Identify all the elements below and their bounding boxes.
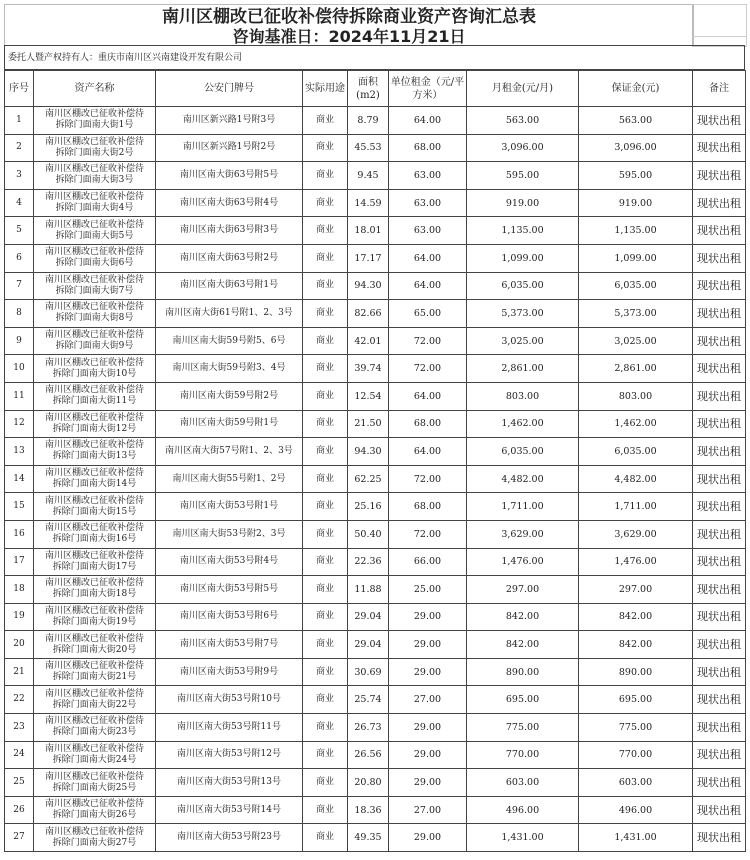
table-row: [5, 327, 746, 355]
cell-usage: 商业: [303, 658, 348, 686]
cell-unit-rent: 29.00: [389, 741, 467, 769]
cell-remark: 现状出租: [693, 714, 746, 742]
table-row: [5, 714, 746, 742]
table-row: [5, 520, 746, 548]
table-row: [5, 769, 746, 797]
cell-index: 19: [5, 603, 34, 631]
cell-deposit: 4,482.00: [579, 465, 693, 493]
cell-asset-name: 南川区棚改已征收补偿待拆除门面南大街8号: [34, 300, 156, 328]
cell-usage: 商业: [303, 410, 348, 438]
cell-asset-name: 南川区棚改已征收补偿待拆除门面南大街9号: [34, 327, 156, 355]
cell-address: 南川区南大街53号附12号: [156, 741, 303, 769]
cell-remark: 现状出租: [693, 520, 746, 548]
cell-deposit: 1,476.00: [579, 548, 693, 576]
cell-asset-name: 南川区棚改已征收补偿待拆除门面南大街16号: [34, 520, 156, 548]
cell-index: 2: [5, 134, 34, 162]
cell-usage: 商业: [303, 272, 348, 300]
cell-monthly-rent: 1,099.00: [467, 244, 579, 272]
cell-remark: 现状出租: [693, 300, 746, 328]
cell-asset-name: 南川区棚改已征收补偿待拆除门面南大街13号: [34, 438, 156, 466]
cell-usage: 商业: [303, 824, 348, 852]
cell-unit-rent: 64.00: [389, 244, 467, 272]
table-row: [5, 658, 746, 686]
cell-unit-rent: 27.00: [389, 686, 467, 714]
cell-address: 南川区南大街53号附10号: [156, 686, 303, 714]
cell-area: 82.66: [348, 300, 389, 328]
cell-usage: 商业: [303, 189, 348, 217]
document-title: 南川区棚改已征收补偿待拆除商业资产咨询汇总表: [162, 7, 536, 27]
cell-usage: 商业: [303, 520, 348, 548]
table-row: [5, 686, 746, 714]
cell-asset-name: 南川区棚改已征收补偿待拆除门面南大街12号: [34, 410, 156, 438]
table-row: [5, 603, 746, 631]
table-row: [5, 244, 746, 272]
cell-area: 18.01: [348, 217, 389, 245]
cell-remark: 现状出租: [693, 769, 746, 797]
cell-unit-rent: 64.00: [389, 107, 467, 135]
cell-area: 94.30: [348, 438, 389, 466]
cell-asset-name: 南川区棚改已征收补偿待拆除门面南大街6号: [34, 244, 156, 272]
cell-usage: 商业: [303, 438, 348, 466]
cell-remark: 现状出租: [693, 107, 746, 135]
cell-asset-name: 南川区棚改已征收补偿待拆除门面南大街26号: [34, 796, 156, 824]
table-row: [5, 189, 746, 217]
cell-index: 17: [5, 548, 34, 576]
cell-remark: 现状出租: [693, 134, 746, 162]
cell-deposit: 775.00: [579, 714, 693, 742]
cell-monthly-rent: 803.00: [467, 382, 579, 410]
cell-area: 62.25: [348, 465, 389, 493]
cell-asset-name: 南川区棚改已征收补偿待拆除门面南大街24号: [34, 741, 156, 769]
cell-remark: 现状出租: [693, 824, 746, 852]
cell-deposit: 603.00: [579, 769, 693, 797]
cell-index: 14: [5, 465, 34, 493]
cell-address: 南川区南大街53号附4号: [156, 548, 303, 576]
cell-asset-name: 南川区棚改已征收补偿待拆除门面南大街18号: [34, 576, 156, 604]
cell-deposit: 563.00: [579, 107, 693, 135]
cell-unit-rent: 64.00: [389, 438, 467, 466]
cell-area: 26.73: [348, 714, 389, 742]
cell-unit-rent: 68.00: [389, 410, 467, 438]
cell-remark: 现状出租: [693, 658, 746, 686]
cell-deposit: 770.00: [579, 741, 693, 769]
cell-usage: 商业: [303, 493, 348, 521]
cell-index: 8: [5, 300, 34, 328]
cell-monthly-rent: 770.00: [467, 741, 579, 769]
cell-monthly-rent: 842.00: [467, 631, 579, 659]
cell-area: 94.30: [348, 272, 389, 300]
cell-deposit: 3,096.00: [579, 134, 693, 162]
cell-monthly-rent: 3,096.00: [467, 134, 579, 162]
cell-unit-rent: 63.00: [389, 189, 467, 217]
table-row: [5, 548, 746, 576]
cell-monthly-rent: 1,431.00: [467, 824, 579, 852]
cell-asset-name: 南川区棚改已征收补偿待拆除门面南大街14号: [34, 465, 156, 493]
cell-usage: 商业: [303, 548, 348, 576]
header-col-deposit: 保证金(元): [579, 71, 693, 107]
table-row: [5, 162, 746, 190]
cell-address: 南川区南大街53号附13号: [156, 769, 303, 797]
cell-usage: 商业: [303, 162, 348, 190]
table-row: [5, 300, 746, 328]
asset-table: [4, 70, 746, 852]
cell-unit-rent: 63.00: [389, 217, 467, 245]
cell-remark: 现状出租: [693, 576, 746, 604]
table-row: [5, 576, 746, 604]
cell-usage: 商业: [303, 327, 348, 355]
cell-unit-rent: 72.00: [389, 327, 467, 355]
cell-asset-name: 南川区棚改已征收补偿待拆除门面南大街21号: [34, 658, 156, 686]
header-col-usage: 实际用途: [303, 71, 348, 107]
cell-address: 南川区南大街53号附5号: [156, 576, 303, 604]
cell-remark: 现状出租: [693, 410, 746, 438]
cell-address: 南川区南大街63号附4号: [156, 189, 303, 217]
cell-area: 25.74: [348, 686, 389, 714]
cell-area: 17.17: [348, 244, 389, 272]
cell-deposit: 842.00: [579, 603, 693, 631]
cell-index: 9: [5, 327, 34, 355]
cell-asset-name: 南川区棚改已征收补偿待拆除门面南大街11号: [34, 382, 156, 410]
cell-address: 南川区南大街63号附5号: [156, 162, 303, 190]
cell-deposit: 1,711.00: [579, 493, 693, 521]
cell-deposit: 1,099.00: [579, 244, 693, 272]
cell-address: 南川区南大街53号附14号: [156, 796, 303, 824]
cell-address: 南川区南大街63号附1号: [156, 272, 303, 300]
cell-area: 45.53: [348, 134, 389, 162]
cell-unit-rent: 29.00: [389, 631, 467, 659]
cell-monthly-rent: 496.00: [467, 796, 579, 824]
cell-asset-name: 南川区棚改已征收补偿待拆除门面南大街25号: [34, 769, 156, 797]
cell-area: 11.88: [348, 576, 389, 604]
cell-monthly-rent: 1,462.00: [467, 410, 579, 438]
cell-address: 南川区南大街53号附6号: [156, 603, 303, 631]
cell-unit-rent: 66.00: [389, 548, 467, 576]
cell-monthly-rent: 595.00: [467, 162, 579, 190]
cell-unit-rent: 64.00: [389, 382, 467, 410]
cell-asset-name: 南川区棚改已征收补偿待拆除门面南大街27号: [34, 824, 156, 852]
cell-address: 南川区南大街53号附2、3号: [156, 520, 303, 548]
owner-line: 委托人暨产权持有人：重庆市南川区兴南建设开发有限公司: [4, 45, 745, 70]
cell-remark: 现状出租: [693, 189, 746, 217]
cell-index: 20: [5, 631, 34, 659]
cell-deposit: 2,861.00: [579, 355, 693, 383]
cell-unit-rent: 72.00: [389, 355, 467, 383]
cell-unit-rent: 72.00: [389, 520, 467, 548]
cell-address: 南川区南大街59号附2号: [156, 382, 303, 410]
cell-unit-rent: 68.00: [389, 493, 467, 521]
cell-asset-name: 南川区棚改已征收补偿待拆除门面南大街19号: [34, 603, 156, 631]
cell-deposit: 890.00: [579, 658, 693, 686]
table-row: [5, 824, 746, 852]
cell-asset-name: 南川区棚改已征收补偿待拆除门面南大街4号: [34, 189, 156, 217]
cell-asset-name: 南川区棚改已征收补偿待拆除门面南大街23号: [34, 714, 156, 742]
cell-asset-name: 南川区棚改已征收补偿待拆除门面南大街10号: [34, 355, 156, 383]
cell-index: 15: [5, 493, 34, 521]
cell-deposit: 297.00: [579, 576, 693, 604]
cell-area: 9.45: [348, 162, 389, 190]
header-col-monthly-rent: 月租金(元/月): [467, 71, 579, 107]
cell-usage: 商业: [303, 382, 348, 410]
cell-index: 5: [5, 217, 34, 245]
cell-asset-name: 南川区棚改已征收补偿待拆除门面南大街2号: [34, 134, 156, 162]
cell-area: 8.79: [348, 107, 389, 135]
cell-area: 42.01: [348, 327, 389, 355]
cell-deposit: 1,462.00: [579, 410, 693, 438]
cell-monthly-rent: 5,373.00: [467, 300, 579, 328]
cell-usage: 商业: [303, 217, 348, 245]
cell-remark: 现状出租: [693, 686, 746, 714]
cell-area: 12.54: [348, 382, 389, 410]
cell-remark: 现状出租: [693, 272, 746, 300]
cell-unit-rent: 63.00: [389, 162, 467, 190]
cell-unit-rent: 65.00: [389, 300, 467, 328]
table-row: [5, 796, 746, 824]
cell-usage: 商业: [303, 134, 348, 162]
cell-index: 27: [5, 824, 34, 852]
cell-index: 1: [5, 107, 34, 135]
cell-usage: 商业: [303, 355, 348, 383]
cell-deposit: 919.00: [579, 189, 693, 217]
cell-area: 50.40: [348, 520, 389, 548]
cell-area: 30.69: [348, 658, 389, 686]
cell-deposit: 496.00: [579, 796, 693, 824]
cell-area: 20.80: [348, 769, 389, 797]
cell-asset-name: 南川区棚改已征收补偿待拆除门面南大街22号: [34, 686, 156, 714]
table-header-row: [5, 71, 746, 107]
cell-deposit: 3,629.00: [579, 520, 693, 548]
cell-monthly-rent: 842.00: [467, 603, 579, 631]
cell-usage: 商业: [303, 686, 348, 714]
table-row: [5, 493, 746, 521]
cell-address: 南川区南大街53号附7号: [156, 631, 303, 659]
cell-asset-name: 南川区棚改已征收补偿待拆除门面南大街7号: [34, 272, 156, 300]
header-col-unit-rent: 单位租金（元/平方米）: [389, 71, 467, 107]
table-row: [5, 631, 746, 659]
cell-asset-name: 南川区棚改已征收补偿待拆除门面南大街1号: [34, 107, 156, 135]
cell-address: 南川区南大街59号附3、4号: [156, 355, 303, 383]
cell-area: 39.74: [348, 355, 389, 383]
cell-area: 49.35: [348, 824, 389, 852]
cell-usage: 商业: [303, 465, 348, 493]
cell-index: 16: [5, 520, 34, 548]
cell-address: 南川区南大街55号附1、2号: [156, 465, 303, 493]
cell-usage: 商业: [303, 631, 348, 659]
cell-asset-name: 南川区棚改已征收补偿待拆除门面南大街3号: [34, 162, 156, 190]
cell-remark: 现状出租: [693, 465, 746, 493]
title-block: [4, 4, 694, 46]
table-row: [5, 355, 746, 383]
cell-unit-rent: 29.00: [389, 824, 467, 852]
cell-index: 12: [5, 410, 34, 438]
cell-deposit: 6,035.00: [579, 438, 693, 466]
cell-area: 18.36: [348, 796, 389, 824]
cell-remark: 现状出租: [693, 217, 746, 245]
cell-usage: 商业: [303, 107, 348, 135]
cell-asset-name: 南川区棚改已征收补偿待拆除门面南大街20号: [34, 631, 156, 659]
cell-deposit: 803.00: [579, 382, 693, 410]
cell-unit-rent: 72.00: [389, 465, 467, 493]
cell-usage: 商业: [303, 603, 348, 631]
cell-address: 南川区南大街63号附3号: [156, 217, 303, 245]
table-row: [5, 741, 746, 769]
cell-index: 10: [5, 355, 34, 383]
cell-unit-rent: 29.00: [389, 603, 467, 631]
title-side-cell: [692, 4, 747, 37]
cell-usage: 商业: [303, 244, 348, 272]
cell-index: 22: [5, 686, 34, 714]
table-row: [5, 465, 746, 493]
table-row: [5, 410, 746, 438]
cell-address: 南川区南大街53号附11号: [156, 714, 303, 742]
cell-address: 南川区南大街61号附1、2、3号: [156, 300, 303, 328]
cell-asset-name: 南川区棚改已征收补偿待拆除门面南大街15号: [34, 493, 156, 521]
header-col-asset-name: 资产名称: [34, 71, 156, 107]
cell-deposit: 3,025.00: [579, 327, 693, 355]
cell-deposit: 842.00: [579, 631, 693, 659]
cell-asset-name: 南川区棚改已征收补偿待拆除门面南大街5号: [34, 217, 156, 245]
cell-asset-name: 南川区棚改已征收补偿待拆除门面南大街17号: [34, 548, 156, 576]
cell-remark: 现状出租: [693, 796, 746, 824]
cell-usage: 商业: [303, 741, 348, 769]
cell-index: 25: [5, 769, 34, 797]
cell-remark: 现状出租: [693, 548, 746, 576]
cell-unit-rent: 25.00: [389, 576, 467, 604]
cell-deposit: 5,373.00: [579, 300, 693, 328]
table-row: [5, 134, 746, 162]
cell-deposit: 695.00: [579, 686, 693, 714]
header-col-area: 面积(m2): [348, 71, 389, 107]
cell-remark: 现状出租: [693, 493, 746, 521]
cell-index: 6: [5, 244, 34, 272]
cell-monthly-rent: 775.00: [467, 714, 579, 742]
cell-remark: 现状出租: [693, 603, 746, 631]
cell-monthly-rent: 4,482.00: [467, 465, 579, 493]
cell-remark: 现状出租: [693, 741, 746, 769]
cell-index: 26: [5, 796, 34, 824]
header-col-remark: 备注: [693, 71, 746, 107]
cell-monthly-rent: 890.00: [467, 658, 579, 686]
cell-deposit: 1,135.00: [579, 217, 693, 245]
cell-area: 29.04: [348, 603, 389, 631]
cell-address: 南川区南大街63号附2号: [156, 244, 303, 272]
cell-address: 南川区南大街59号附1号: [156, 410, 303, 438]
cell-remark: 现状出租: [693, 438, 746, 466]
cell-index: 7: [5, 272, 34, 300]
cell-area: 26.56: [348, 741, 389, 769]
cell-area: 21.50: [348, 410, 389, 438]
cell-remark: 现状出租: [693, 382, 746, 410]
cell-monthly-rent: 2,861.00: [467, 355, 579, 383]
cell-index: 24: [5, 741, 34, 769]
cell-monthly-rent: 919.00: [467, 189, 579, 217]
cell-usage: 商业: [303, 796, 348, 824]
cell-monthly-rent: 1,476.00: [467, 548, 579, 576]
cell-monthly-rent: 6,035.00: [467, 272, 579, 300]
cell-unit-rent: 68.00: [389, 134, 467, 162]
cell-monthly-rent: 603.00: [467, 769, 579, 797]
cell-remark: 现状出租: [693, 244, 746, 272]
cell-remark: 现状出租: [693, 631, 746, 659]
cell-monthly-rent: 695.00: [467, 686, 579, 714]
cell-monthly-rent: 563.00: [467, 107, 579, 135]
cell-area: 22.36: [348, 548, 389, 576]
cell-unit-rent: 64.00: [389, 272, 467, 300]
cell-index: 3: [5, 162, 34, 190]
cell-monthly-rent: 1,711.00: [467, 493, 579, 521]
cell-address: 南川区南大街53号附1号: [156, 493, 303, 521]
cell-monthly-rent: 3,629.00: [467, 520, 579, 548]
cell-deposit: 1,431.00: [579, 824, 693, 852]
cell-monthly-rent: 1,135.00: [467, 217, 579, 245]
table-row: [5, 217, 746, 245]
cell-address: 南川区新兴路1号附2号: [156, 134, 303, 162]
cell-unit-rent: 29.00: [389, 658, 467, 686]
header-col-address: 公安门牌号: [156, 71, 303, 107]
header-col-index: 序号: [5, 71, 34, 107]
cell-index: 21: [5, 658, 34, 686]
table-row: [5, 272, 746, 300]
cell-index: 11: [5, 382, 34, 410]
cell-area: 29.04: [348, 631, 389, 659]
cell-address: 南川区南大街57号附1、2、3号: [156, 438, 303, 466]
cell-address: 南川区南大街59号附5、6号: [156, 327, 303, 355]
cell-unit-rent: 29.00: [389, 769, 467, 797]
cell-usage: 商业: [303, 714, 348, 742]
cell-unit-rent: 29.00: [389, 714, 467, 742]
cell-address: 南川区南大街53号附23号: [156, 824, 303, 852]
cell-index: 18: [5, 576, 34, 604]
cell-address: 南川区南大街53号附9号: [156, 658, 303, 686]
cell-remark: 现状出租: [693, 355, 746, 383]
cell-usage: 商业: [303, 300, 348, 328]
cell-remark: 现状出租: [693, 327, 746, 355]
cell-usage: 商业: [303, 576, 348, 604]
cell-index: 23: [5, 714, 34, 742]
cell-monthly-rent: 3,025.00: [467, 327, 579, 355]
cell-monthly-rent: 297.00: [467, 576, 579, 604]
cell-area: 14.59: [348, 189, 389, 217]
cell-index: 4: [5, 189, 34, 217]
table-row: [5, 438, 746, 466]
table-row: [5, 107, 746, 135]
cell-unit-rent: 27.00: [389, 796, 467, 824]
cell-deposit: 595.00: [579, 162, 693, 190]
cell-area: 25.16: [348, 493, 389, 521]
cell-deposit: 6,035.00: [579, 272, 693, 300]
cell-address: 南川区新兴路1号附3号: [156, 107, 303, 135]
document-subtitle: 咨询基准日：2024年11月21日: [232, 27, 466, 46]
cell-usage: 商业: [303, 769, 348, 797]
table-row: [5, 382, 746, 410]
cell-remark: 现状出租: [693, 162, 746, 190]
cell-index: 13: [5, 438, 34, 466]
cell-monthly-rent: 6,035.00: [467, 438, 579, 466]
